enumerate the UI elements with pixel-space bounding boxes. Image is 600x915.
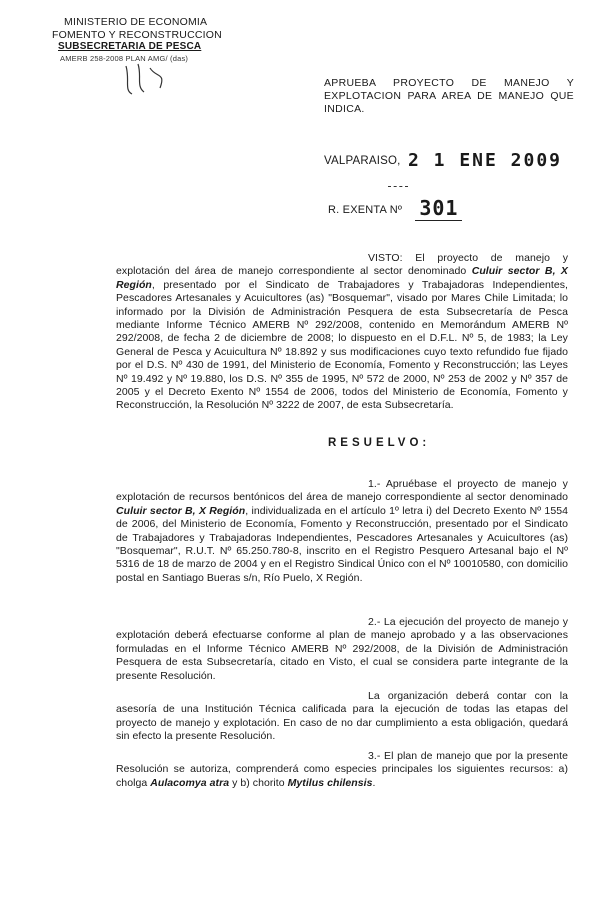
article-2: 2.- La ejecución del proyecto de manejo y explotación deberá efectuarse conforme al plan de manejo aprobado y a las observaciones formuladas en el Informe Técnico AMERB Nº 292/2008, de la División de Administración Pesquera de esta Subsecretaría, citado en Visto, el cual se considera parte integrante de la presente Resolución. [116, 616, 568, 682]
species-2: Mytilus chilensis [287, 776, 373, 789]
resuelvo-heading: RESUELVO: [328, 437, 431, 449]
date-stamp: 2 1 ENE 2009 [407, 150, 563, 171]
article-2-advisory: La organización deberá contar con la asesoría de una Institución Técnica calificada para la ejecución de todas las etapas del proyecto de manejo y explotación. En caso de no dar cumplimiento a esta obligación, quedará sin efecto la presente Resolución. [116, 690, 569, 743]
resolution-label: R. EXENTA Nº [328, 204, 403, 216]
resolution-number [328, 196, 462, 220]
letterhead [44, 16, 244, 64]
article-1: 1.- Apruébase el proyecto de manejo y explotación de recursos bentónicos del área de manejo correspondiente al sector denominado Culuir sector B, X Región, individualizada en el artículo 1º letra i) del Decreto Exento Nº 1554 de 2006, del Ministerio de Economía, Fomento y Reconstrucción, presentado por el Sindicato de Trabajadores y Trabajadoras Independientes, Pescadores Artesanales y Acuicultores (as) "Bosquemar", R.U.T. Nº 65.250.780-8, inscrito en el Registro Pesquero Artesanal bajo el Nº 5316 de 18 de marzo de 2004 y en el Registro Sindical Único con el Nº 10010580, con domicilio postal en Santiago Bueras s/n, Río Puelo, X Región. [116, 478, 568, 584]
document-title: APRUEBA PROYECTO DE MANEJO Y EXPLOTACION PARA AREA DE MANEJO QUE INDICA. [324, 77, 574, 115]
sector-name: Culuir sector B, X Región [116, 504, 246, 517]
visto-paragraph: VISTO: El proyecto de manejo y explotación del área de manejo correspondiente al sector denominado Culuir sector B, X Región, presentado por el Sindicato de Trabajadores y Trabajadoras Independientes, Pescadores Artesanales y Acuicultores (as) "Bosquemar", visado por Mares Chile Limitada; lo informado por la División de Administración Pesquera de esta Subsecretaría de Pesca mediante Informe Técnico AMERB Nº 292/2008, contenido en Memorándum AMERB Nº 292/2008, de fecha 2 de diciembre de 2008; lo dispuesto en el D.F.L. Nº 5, de 1983; la Ley General de Pesca y Acuicultura Nº 18.892 y sus modificaciones cuyo texto refundido fue fijado por el D.S. Nº 430 de 1991, del Ministerio de Economía, Fomento y Reconstrucción; las Leyes Nº 19.492 y Nº 19.880, los D.S. Nº 355 de 1995, Nº 572 de 2000, Nº 253 de 2002 y Nº 357 de 2005 y el Decreto Exento Nº 1554 de 2006, todos del Ministerio de Economía, Fomento y Reconstrucción, la Resolución Nº 3222 de 2007, de esta Subsecretaría. [116, 252, 569, 412]
resolution-number-value: 301 [415, 196, 462, 221]
article-3: 3.- El plan de manejo que por la presente Resolución se autoriza, comprenderá como especies principales los siguientes recursos: a) cholga Aulacomya atra y b) chorito Mytilus chilensis. [116, 750, 568, 789]
ministry-name: MINISTERIO DE ECONOMIA [64, 16, 208, 28]
subsecretariat-name: SUBSECRETARIA DE PESCA [58, 41, 202, 52]
visto-label: VISTO: [368, 252, 403, 264]
sector-name: Culuir sector B, X Región [116, 265, 568, 291]
species-1: Aulacomya atra [150, 776, 230, 789]
ministry-subtitle: FOMENTO Y RECONSTRUCCION [52, 28, 222, 41]
file-reference: AMERB 258-2008 PLAN AMG/ (das) [60, 53, 189, 63]
dash-mark [388, 186, 408, 187]
city: VALPARAISO, [324, 155, 401, 167]
place-date [324, 150, 562, 171]
handwritten-initials-icon [120, 62, 180, 98]
